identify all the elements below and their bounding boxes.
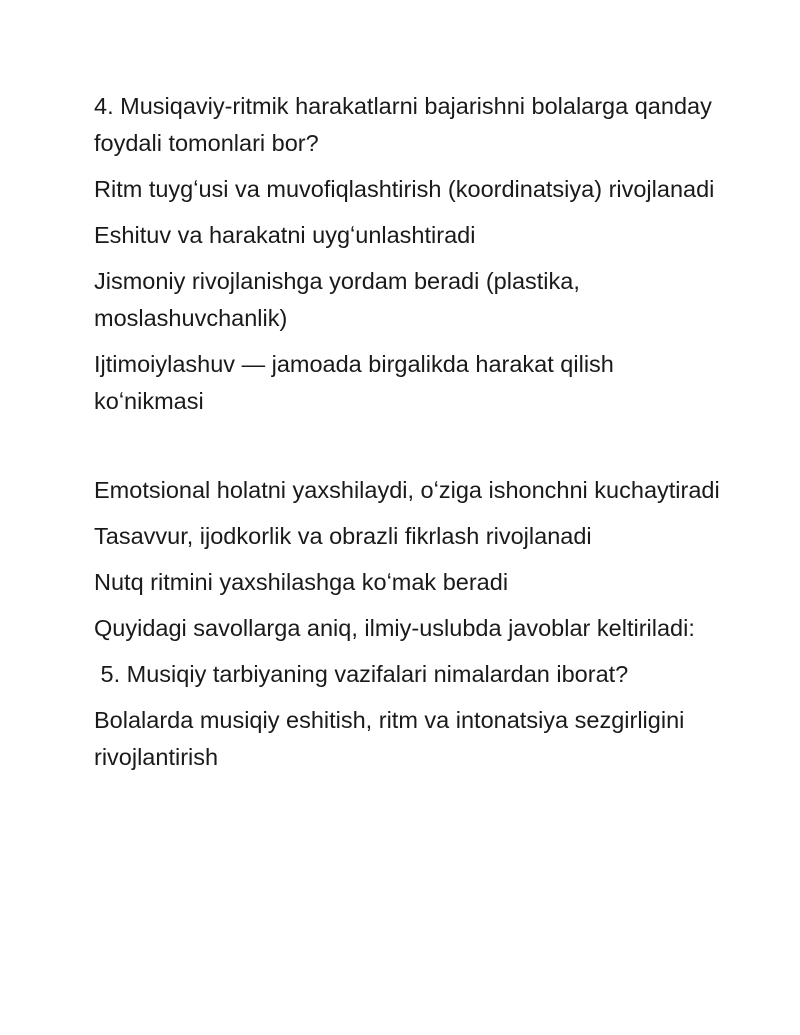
question-5-heading: 5. Musiqiy tarbiyaning vazifalari nimalardan iborat? <box>94 661 629 687</box>
answer-item-social: Ijtimoiylashuv — jamoada birgalikda harakat qilish koʻnikmasi <box>94 351 614 414</box>
answer-item-rhythm: Ritm tuygʻusi va muvofiqlashtirish (koordinatsiya) rivojlanadi <box>94 176 715 202</box>
answer-item-musical-hearing: Bolalarda musiqiy eshitish, ritm va intonatsiya sezgirligini rivojlantirish <box>94 707 685 770</box>
intro-statement: Quyidagi savollarga aniq, ilmiy-uslubda javoblar keltiriladi: <box>94 615 695 641</box>
blank-line <box>94 429 724 472</box>
answer-item-emotional: Emotsional holatni yaxshilaydi, oʻziga ishonchni kuchaytiradi <box>94 477 720 503</box>
question-4-heading: 4. Musiqaviy-ritmik harakatlarni bajarishni bolalarga qanday foydali tomonlari bor? <box>94 93 712 156</box>
answer-item-hearing: Eshituv va harakatni uygʻunlashtiradi <box>94 222 476 248</box>
answer-item-speech: Nutq ritmini yaxshilashga koʻmak beradi <box>94 569 509 595</box>
answer-item-imagination: Tasavvur, ijodkorlik va obrazli fikrlash rivojlanadi <box>94 523 592 549</box>
document-body <box>94 88 724 785</box>
answer-item-physical: Jismoniy rivojlanishga yordam beradi (plastika, moslashuvchanlik) <box>94 268 580 331</box>
